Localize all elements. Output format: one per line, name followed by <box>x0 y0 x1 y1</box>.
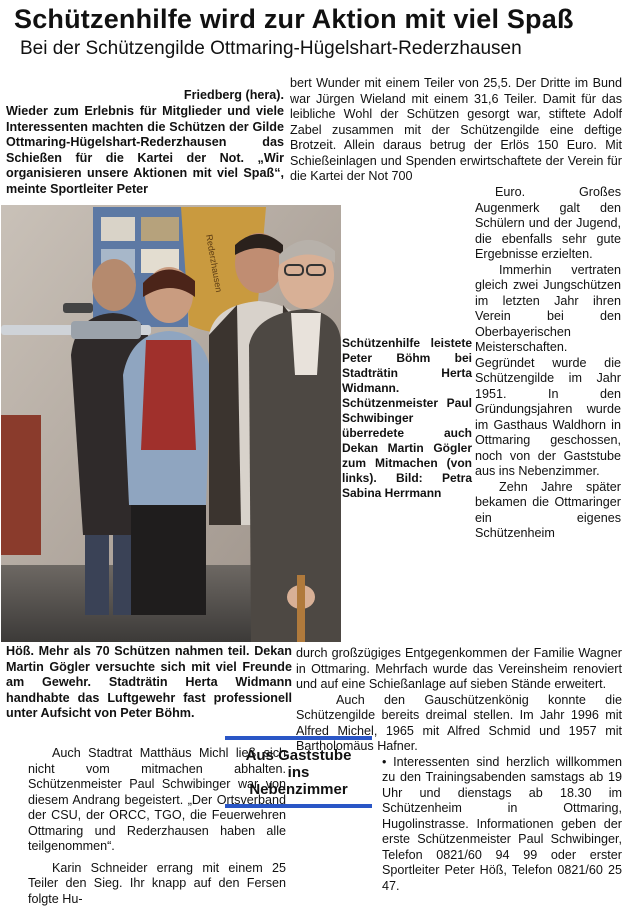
box-line: Nebenzimmer <box>225 781 372 798</box>
body-column-right-top: bert Wunder mit einem Teiler von 25,5. Der Dritte im Bund war Jürgen Wieland mit einem 31,6 Teiler. Damit für das leibliche Wohl der Schützen gesorgt war, stiftete Adolf Zabel zusammen mit der Schützengilde eine deftige Brotzeit. Allein daraus betrug der Erlös 150 Euro. Mit Schießeinlagen und Spenden erwirtschaftete der Verein für die Kartei der Not 700 <box>290 76 622 185</box>
body-column-right-narrow <box>475 185 621 542</box>
body-paragraph: Immerhin vertraten gleich zwei Jungschützen im letzten Jahr ihren Verein bei den Oberbayerischen Meisterschaften. Gegründet wurde die Schützengilde im Jahr 1951. In den Gründungsjahren wurde im Gasthaus Waldhorn in Ottmaring geschossen, noch von der Gaststube aus ins Nebenzimmer. <box>475 263 621 480</box>
body-paragraph: durch großzügiges Entgegenkommen der Familie Wagner in Ottmaring. Mehrfach wurde das Vereinsheim renoviert und auf eine Schießanlage auf sieben Stände erweitert. <box>296 646 622 693</box>
article-photo <box>1 205 341 642</box>
body-paragraph: Auch den Gauschützenkönig konnte die Schützengilde bereits dreimal stellen. Im Jahr 1996 mit Alfred Michel, 1965 mit Alfred Schmid und 1957 mit Bartholomäus Hafner. <box>296 693 622 755</box>
banner-text: Rederzhausen <box>204 234 224 293</box>
subheading-box <box>225 736 372 808</box>
body-paragraph: Karin Schneider errang mit einem 25 Teiler den Sieg. Ihr knapp auf den Fersen folgte Hu- <box>28 861 286 907</box>
dateline: Friedberg (hera). <box>6 88 284 104</box>
box-line: Aus Gaststube <box>225 747 372 764</box>
photo-credit: Bild: Petra Sabina Herrmann <box>342 471 472 500</box>
subheadline: Bei der Schützengilde Ottmaring-Hügelshart-Rederzhausen <box>20 38 630 60</box>
caption-text: Schützenhilfe leistete Peter Böhm bei Stadträtin Herta Widmann. Schützenmeister Paul Schwibinger überredete auch Dekan Martin Gögler zum Mitmachen (von links). <box>342 336 472 485</box>
lead-paragraph: Wieder zum Erlebnis für Mitglieder und viele Interessenten machten die Schützen der Gilde Ottmaring-Hügelshart-Rederzhausen das Schießen für die Kartei der Not. „Wir organisieren unsere Aktionen mit viel Spaß“, meinte Sportleiter Peter <box>6 104 284 197</box>
headline: Schützenhilfe wird zur Aktion mit viel Spaß <box>14 4 624 35</box>
contact-paragraph: • Interessenten sind herzlich willkommen zu den Trainingsabenden samstags ab 19 Uhr und dienstags ab 18.30 im Schützenheim in Ottmaring, Hugolinstrasse. Informationen geben der erste Schützenmeister Paul Schwibinger, Telefon 0821/60 94 99 oder erster Sportleiter Peter Höß, Telefon 0821/60 25 47. <box>382 755 622 895</box>
lead-paragraph-continued: Höß. Mehr als 70 Schützen nahmen teil. Dekan Martin Gögler versuchte sich mit viel Freunde am Gewehr. Stadträtin Herta Widmann handhabte das Luftgewehr fast professionell unter Aufsicht von Peter Böhm. <box>6 644 292 722</box>
box-line: ins <box>225 764 372 781</box>
body-paragraph: Auch Stadtrat Matthäus Michl ließ sich nicht vom mitmachen abhalten. Schützenmeister Paul Schwibinger war von diesem Andrang begeistert. „Der Ortsverband der CSU, der ORCC, TGO, die Feuerwehren Ottmaring und Rederzhausen haben alle teilgenommen“. <box>28 746 286 855</box>
body-paragraph: Euro. Großes Augenmerk galt den Schülern und der Jugend, die ebenfalls sehr gute Ergebnisse erzielten. <box>475 185 621 263</box>
photo-caption <box>342 336 472 501</box>
subheading-box-title <box>225 747 372 798</box>
body-paragraph: Zehn Jahre später bekamen die Ottmaringer ein eigenes Schützenheim <box>475 480 621 542</box>
